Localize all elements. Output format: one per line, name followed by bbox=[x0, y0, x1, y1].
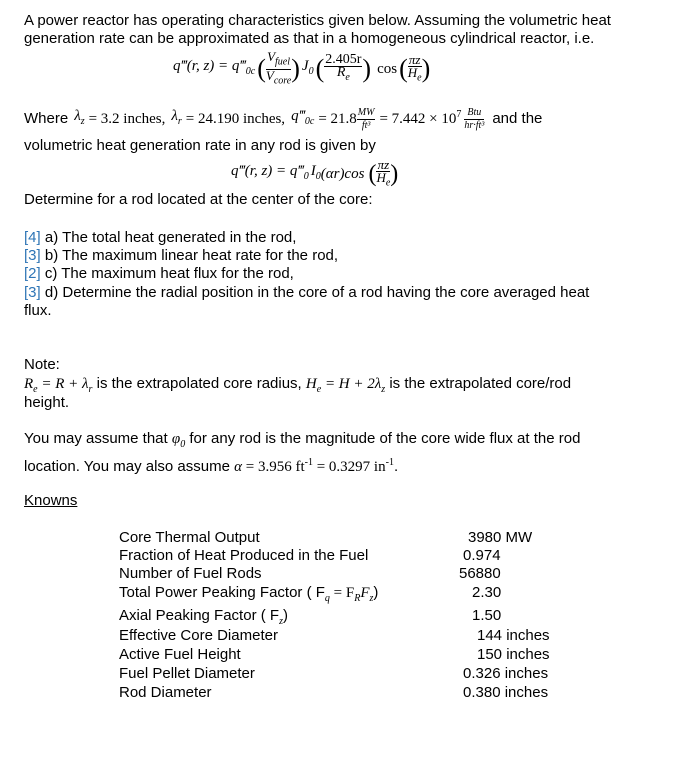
question-d: [3] d) Determine the radial position in the core of a rod having the core averaged heat bbox=[24, 284, 590, 301]
known-value: 0.380 inches bbox=[463, 684, 549, 701]
note-line-1: $R_e = R + \lambda_r$ is the extrapolated core radius, $H_e = H + 2\lambda_z$ is the extrapolated core/rod bbox=[24, 375, 572, 395]
known-label: Core Thermal Output bbox=[119, 529, 260, 546]
known-value: 56880 bbox=[459, 565, 501, 582]
where-line: Where $\lambda_z$ = 3.2 inches, $\lambda_r$ = 24.190 inches, $q‴_{0c}$ = 21.8 $\frac{MW}{\text{ft³}}$ = 7.442 × 10 $^7$ $\frac{\text{Btu}}{\text{hr·ft³}}$ and the bbox=[24, 106, 543, 131]
question-b: [3] b) The maximum linear heat rate for the rod, bbox=[24, 247, 339, 264]
known-label-tppf: Total Power Peaking Factor ( $F_q = F_RF_z$) bbox=[119, 584, 379, 604]
intro-line-1: A power reactor has operating characteristics given below. Assuming the volumetric heat bbox=[24, 12, 611, 29]
known-label-apf: Axial Peaking Factor ( $F_z$) bbox=[119, 607, 288, 627]
known-label: Fuel Pellet Diameter bbox=[119, 665, 255, 682]
question-a: [4] a) The total heat generated in the rod, bbox=[24, 229, 297, 246]
note-line-2: height. bbox=[24, 394, 70, 411]
intro-line-2: generation rate can be approximated as that in a homogeneous cylindrical reactor, i.e. bbox=[24, 30, 595, 47]
known-label: Number of Fuel Rods bbox=[119, 565, 262, 582]
known-label: Active Fuel Height bbox=[119, 646, 241, 663]
bessel-argument-fraction: $\frac{2.405r}{R_e}$ bbox=[325, 52, 362, 83]
mw-unit: $\frac{MW}{\text{ft³}}$ bbox=[357, 106, 375, 131]
known-value: 150 inches bbox=[477, 646, 550, 663]
equation-1: q‴(r, $z) = q‴_{0c}$ ( $\frac{V_{fuel}}{V_{core}}$ ) $J_0$ ( $\frac{2.405r}{R_e}$ ) cos ( $\frac{\pi z}{H_e}$ ) bbox=[173, 48, 431, 87]
note-title: Note: bbox=[24, 356, 60, 373]
known-label: Effective Core Diameter bbox=[119, 627, 278, 644]
equation-2: q‴(r, $z) = q‴_0$ $I_0$ (αr)cos ( $\frac{\pi z}{H_e}$ ) bbox=[231, 156, 399, 189]
determine-line: Determine for a rod located at the center of the core: bbox=[24, 191, 373, 208]
eq2-cos-fraction: $\frac{\pi z}{H_e}$ bbox=[376, 156, 391, 189]
points-badge: [4] bbox=[24, 229, 41, 246]
known-value: 0.326 inches bbox=[463, 665, 549, 682]
volumetric-line: volumetric heat generation rate in any rod is given by bbox=[24, 137, 376, 154]
points-badge: [3] bbox=[24, 284, 41, 301]
points-badge: [3] bbox=[24, 247, 41, 264]
assume-line-1: You may assume that $\varphi_0$ for any rod is the magnitude of the core wide flux at the rod bbox=[24, 430, 581, 450]
fuel-core-fraction: $\frac{V_{fuel}}{V_{core}}$ bbox=[265, 48, 292, 87]
known-value: 1.50 bbox=[472, 607, 502, 624]
question-c: [2] c) The maximum heat flux for the rod, bbox=[24, 265, 294, 282]
known-value: 0.974 bbox=[463, 547, 501, 564]
question-d-continued: flux. bbox=[24, 302, 52, 319]
knowns-heading: Knowns bbox=[24, 492, 78, 509]
known-label: Fraction of Heat Produced in the Fuel bbox=[119, 547, 369, 564]
cos-argument-fraction: $\frac{\pi z}{H_e}$ bbox=[407, 51, 422, 84]
known-label: Rod Diameter bbox=[119, 684, 212, 701]
points-badge: [2] bbox=[24, 265, 41, 282]
assume-line-2: location. You may also assume α = 3.956 $ft^{-1} = 0.3297$ $in^{-1}$. bbox=[24, 457, 399, 475]
known-value: 3980 MW bbox=[468, 529, 533, 546]
known-value: 2.30 bbox=[472, 584, 502, 601]
btu-unit: $\frac{\text{Btu}}{\text{hr·ft³}}$ bbox=[464, 106, 485, 131]
known-value: 144 inches bbox=[477, 627, 550, 644]
